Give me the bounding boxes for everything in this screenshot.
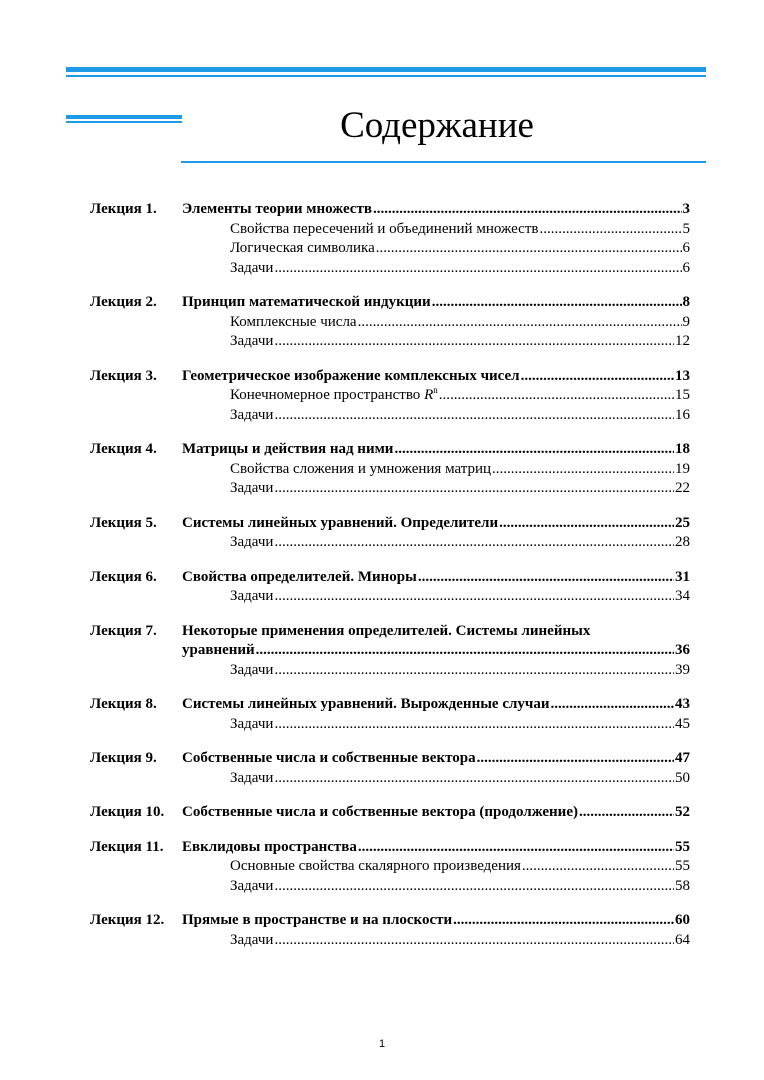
subsection-title bbox=[230, 769, 273, 789]
subsection-title-text: Комплексные числа bbox=[230, 313, 357, 330]
lecture-number: Лекция 5. bbox=[90, 514, 157, 531]
subsection-title bbox=[230, 857, 521, 877]
toc-entry bbox=[90, 749, 690, 788]
page-ref: 45 bbox=[675, 715, 690, 732]
page-ref: 22 bbox=[675, 480, 690, 496]
dot-leader bbox=[579, 803, 674, 823]
lecture-number: Лекция 8. bbox=[90, 696, 157, 712]
math-superscript: n bbox=[433, 385, 438, 395]
toc-subsection-row[interactable] bbox=[90, 715, 690, 735]
toc-entry bbox=[90, 568, 690, 607]
subsection-title bbox=[230, 239, 375, 259]
subsection-title-text: Задачи bbox=[230, 480, 274, 496]
toc-lecture-row[interactable] bbox=[90, 911, 690, 931]
page-ref: 19 bbox=[675, 460, 690, 477]
toc-lecture-row-continued[interactable] bbox=[90, 641, 690, 661]
page-number: 1 bbox=[378, 1038, 386, 1050]
toc-subsection-row[interactable] bbox=[90, 386, 690, 406]
lecture-number: Лекция 11. bbox=[90, 838, 164, 855]
toc-subsection-row[interactable] bbox=[90, 587, 690, 607]
toc-lecture-row[interactable] bbox=[90, 695, 690, 715]
dot-leader bbox=[274, 332, 674, 352]
dot-leader bbox=[521, 367, 674, 387]
subsection-title-text: Задачи bbox=[230, 259, 274, 276]
toc-lecture-row[interactable] bbox=[90, 622, 690, 642]
subsection-title-text: Задачи bbox=[230, 715, 274, 732]
page-title: Содержание bbox=[340, 105, 534, 146]
page-ref: 6 bbox=[682, 240, 690, 256]
dot-leader bbox=[256, 641, 674, 661]
page-ref: 43 bbox=[675, 696, 690, 712]
subsection-title bbox=[230, 460, 491, 480]
lecture-number: Лекция 7. bbox=[90, 622, 157, 639]
dot-leader bbox=[432, 293, 682, 313]
toc-entry bbox=[90, 440, 690, 499]
page-ref: 5 bbox=[682, 220, 690, 237]
subsection-title bbox=[230, 220, 538, 240]
toc-entry bbox=[90, 803, 690, 823]
subsection-title-text: Логическая символика bbox=[230, 240, 375, 256]
page-ref: 60 bbox=[675, 912, 690, 928]
subsection-title-text: Конечномерное пространство bbox=[230, 387, 421, 403]
subsection-title-text: Задачи bbox=[230, 877, 274, 894]
subsection-title bbox=[230, 877, 273, 897]
subsection-title bbox=[230, 259, 273, 279]
page-ref: 31 bbox=[675, 568, 690, 585]
toc-entry bbox=[90, 200, 690, 278]
toc-subsection-row[interactable] bbox=[90, 406, 690, 426]
page-ref: 55 bbox=[675, 838, 690, 855]
toc-subsection-row[interactable] bbox=[90, 533, 690, 553]
toc-subsection-row[interactable] bbox=[90, 220, 690, 240]
subsection-title bbox=[230, 313, 357, 333]
page-ref: 52 bbox=[675, 804, 690, 820]
dot-leader bbox=[439, 386, 674, 406]
page-ref: 39 bbox=[675, 661, 690, 678]
dot-leader bbox=[274, 259, 681, 279]
page-ref: 6 bbox=[682, 259, 690, 276]
dot-leader bbox=[418, 568, 674, 588]
header-rule-top bbox=[66, 67, 706, 72]
toc-entry bbox=[90, 293, 690, 352]
dot-leader bbox=[274, 406, 674, 426]
subsection-title-text: Свойства пересечений и объединений множеств bbox=[230, 220, 539, 237]
page-ref: 55 bbox=[675, 858, 690, 874]
subsection-title bbox=[230, 533, 273, 553]
page-ref: 8 bbox=[682, 294, 690, 310]
dot-leader bbox=[522, 857, 674, 877]
dot-leader bbox=[453, 911, 674, 931]
subsection-title-text: Задачи bbox=[230, 931, 274, 948]
toc-entry bbox=[90, 622, 690, 681]
dot-leader bbox=[492, 460, 674, 480]
dot-leader bbox=[274, 587, 674, 607]
dot-leader bbox=[274, 533, 674, 553]
dot-leader bbox=[274, 769, 674, 789]
lecture-number: Лекция 2. bbox=[90, 294, 157, 310]
toc-entry bbox=[90, 838, 690, 897]
subsection-title bbox=[230, 479, 273, 499]
lecture-number: Лекция 9. bbox=[90, 750, 157, 766]
toc-lecture-row[interactable] bbox=[90, 838, 690, 858]
dot-leader bbox=[551, 695, 675, 715]
math-symbol: R bbox=[424, 387, 434, 403]
subsection-title-text: Основные свойства скалярного произведения bbox=[230, 858, 521, 874]
dot-leader bbox=[499, 514, 674, 534]
lecture-title: Собственные числа и собственные вектора bbox=[182, 750, 476, 766]
lecture-number: Лекция 10. bbox=[90, 804, 165, 820]
lecture-title: Матрицы и действия над ними bbox=[182, 441, 394, 457]
toc-lecture-row[interactable] bbox=[90, 367, 690, 387]
toc-lecture-row[interactable] bbox=[90, 293, 690, 313]
subsection-title-text: Задачи bbox=[230, 406, 274, 423]
page-ref: 64 bbox=[675, 931, 690, 948]
page-ref: 25 bbox=[675, 514, 690, 531]
lecture-title: Геометрическое изображение комплексных чисел bbox=[182, 367, 520, 384]
lecture-title: Собственные числа и собственные вектора (продолжение) bbox=[182, 804, 578, 820]
lecture-title-continued: уравнений bbox=[182, 642, 255, 658]
page-ref: 36 bbox=[675, 642, 690, 658]
page-ref: 28 bbox=[675, 534, 690, 550]
toc-subsection-row[interactable] bbox=[90, 857, 690, 877]
lecture-number: Лекция 4. bbox=[90, 441, 157, 457]
toc-subsection-row[interactable] bbox=[90, 769, 690, 789]
page-ref: 18 bbox=[675, 441, 690, 457]
toc-lecture-row[interactable] bbox=[90, 568, 690, 588]
toc-entry bbox=[90, 911, 690, 950]
toc-lecture-row[interactable] bbox=[90, 514, 690, 534]
subsection-title-text: Свойства сложения и умножения матриц bbox=[230, 460, 492, 477]
page-ref: 13 bbox=[675, 367, 690, 384]
page-ref: 58 bbox=[675, 877, 690, 894]
subsection-title bbox=[230, 931, 273, 951]
lecture-title: Евклидовы пространства bbox=[182, 838, 357, 855]
page-ref: 16 bbox=[675, 406, 690, 423]
page-ref: 50 bbox=[675, 769, 690, 786]
lecture-title: Системы линейных уравнений. Определители bbox=[182, 514, 499, 531]
toc-subsection-row[interactable] bbox=[90, 239, 690, 259]
toc-lecture-row[interactable] bbox=[90, 749, 690, 769]
title-underline bbox=[181, 161, 706, 163]
page-ref: 3 bbox=[682, 201, 690, 217]
subsection-title-text: Задачи bbox=[230, 333, 274, 349]
lecture-number: Лекция 6. bbox=[90, 568, 157, 585]
lecture-title: Принцип математической индукции bbox=[182, 294, 431, 310]
lecture-number: Лекция 3. bbox=[90, 367, 157, 384]
toc-subsection-row[interactable] bbox=[90, 479, 690, 499]
toc-subsection-row[interactable] bbox=[90, 460, 690, 480]
toc-lecture-row[interactable] bbox=[90, 803, 690, 823]
dot-leader bbox=[373, 200, 682, 220]
subsection-title-text: Задачи bbox=[230, 588, 274, 604]
dot-leader bbox=[274, 931, 674, 951]
dot-leader bbox=[376, 239, 682, 259]
dot-leader bbox=[274, 479, 674, 499]
toc-lecture-row[interactable] bbox=[90, 200, 690, 220]
toc-subsection-row[interactable] bbox=[90, 259, 690, 279]
dot-leader bbox=[477, 749, 674, 769]
lecture-number: Лекция 12. bbox=[90, 912, 165, 928]
toc-entry bbox=[90, 695, 690, 734]
lecture-title: Некоторые применения определителей. Системы линейных bbox=[182, 622, 591, 639]
toc-subsection-row[interactable] bbox=[90, 931, 690, 951]
subsection-title bbox=[230, 332, 273, 352]
page-ref: 47 bbox=[675, 750, 690, 766]
page-ref: 12 bbox=[675, 333, 690, 349]
lecture-title: Системы линейных уравнений. Вырожденные случаи bbox=[182, 696, 550, 712]
toc-lecture-row[interactable] bbox=[90, 440, 690, 460]
toc-subsection-row[interactable] bbox=[90, 661, 690, 681]
subsection-title bbox=[230, 661, 273, 681]
subsection-title-text: Задачи bbox=[230, 769, 274, 786]
subsection-title bbox=[230, 406, 273, 426]
dot-leader bbox=[394, 440, 674, 460]
page-ref: 34 bbox=[675, 588, 690, 604]
lecture-title: Прямые в пространстве и на плоскости bbox=[182, 912, 453, 928]
toc-entry bbox=[90, 367, 690, 426]
lecture-number: Лекция 1. bbox=[90, 201, 157, 217]
dot-leader bbox=[539, 220, 681, 240]
page-ref: 15 bbox=[675, 387, 690, 403]
table-of-contents bbox=[90, 200, 690, 965]
page-ref: 9 bbox=[682, 313, 690, 330]
subsection-title-text: Задачи bbox=[230, 534, 274, 550]
dot-leader bbox=[358, 838, 674, 858]
dot-leader bbox=[274, 661, 674, 681]
subsection-title bbox=[230, 587, 273, 607]
toc-subsection-row[interactable] bbox=[90, 313, 690, 333]
toc-entry bbox=[90, 514, 690, 553]
dot-leader bbox=[274, 877, 674, 897]
toc-subsection-row[interactable] bbox=[90, 877, 690, 897]
dot-leader bbox=[358, 313, 682, 333]
header-rule-bottom bbox=[66, 75, 706, 77]
toc-subsection-row[interactable] bbox=[90, 332, 690, 352]
lecture-title: Свойства определителей. Миноры bbox=[182, 568, 417, 585]
subsection-title bbox=[230, 386, 438, 406]
subsection-title-text: Задачи bbox=[230, 661, 274, 678]
lecture-title: Элементы теории множеств bbox=[182, 201, 372, 217]
dot-leader bbox=[274, 715, 674, 735]
subsection-title bbox=[230, 715, 273, 735]
